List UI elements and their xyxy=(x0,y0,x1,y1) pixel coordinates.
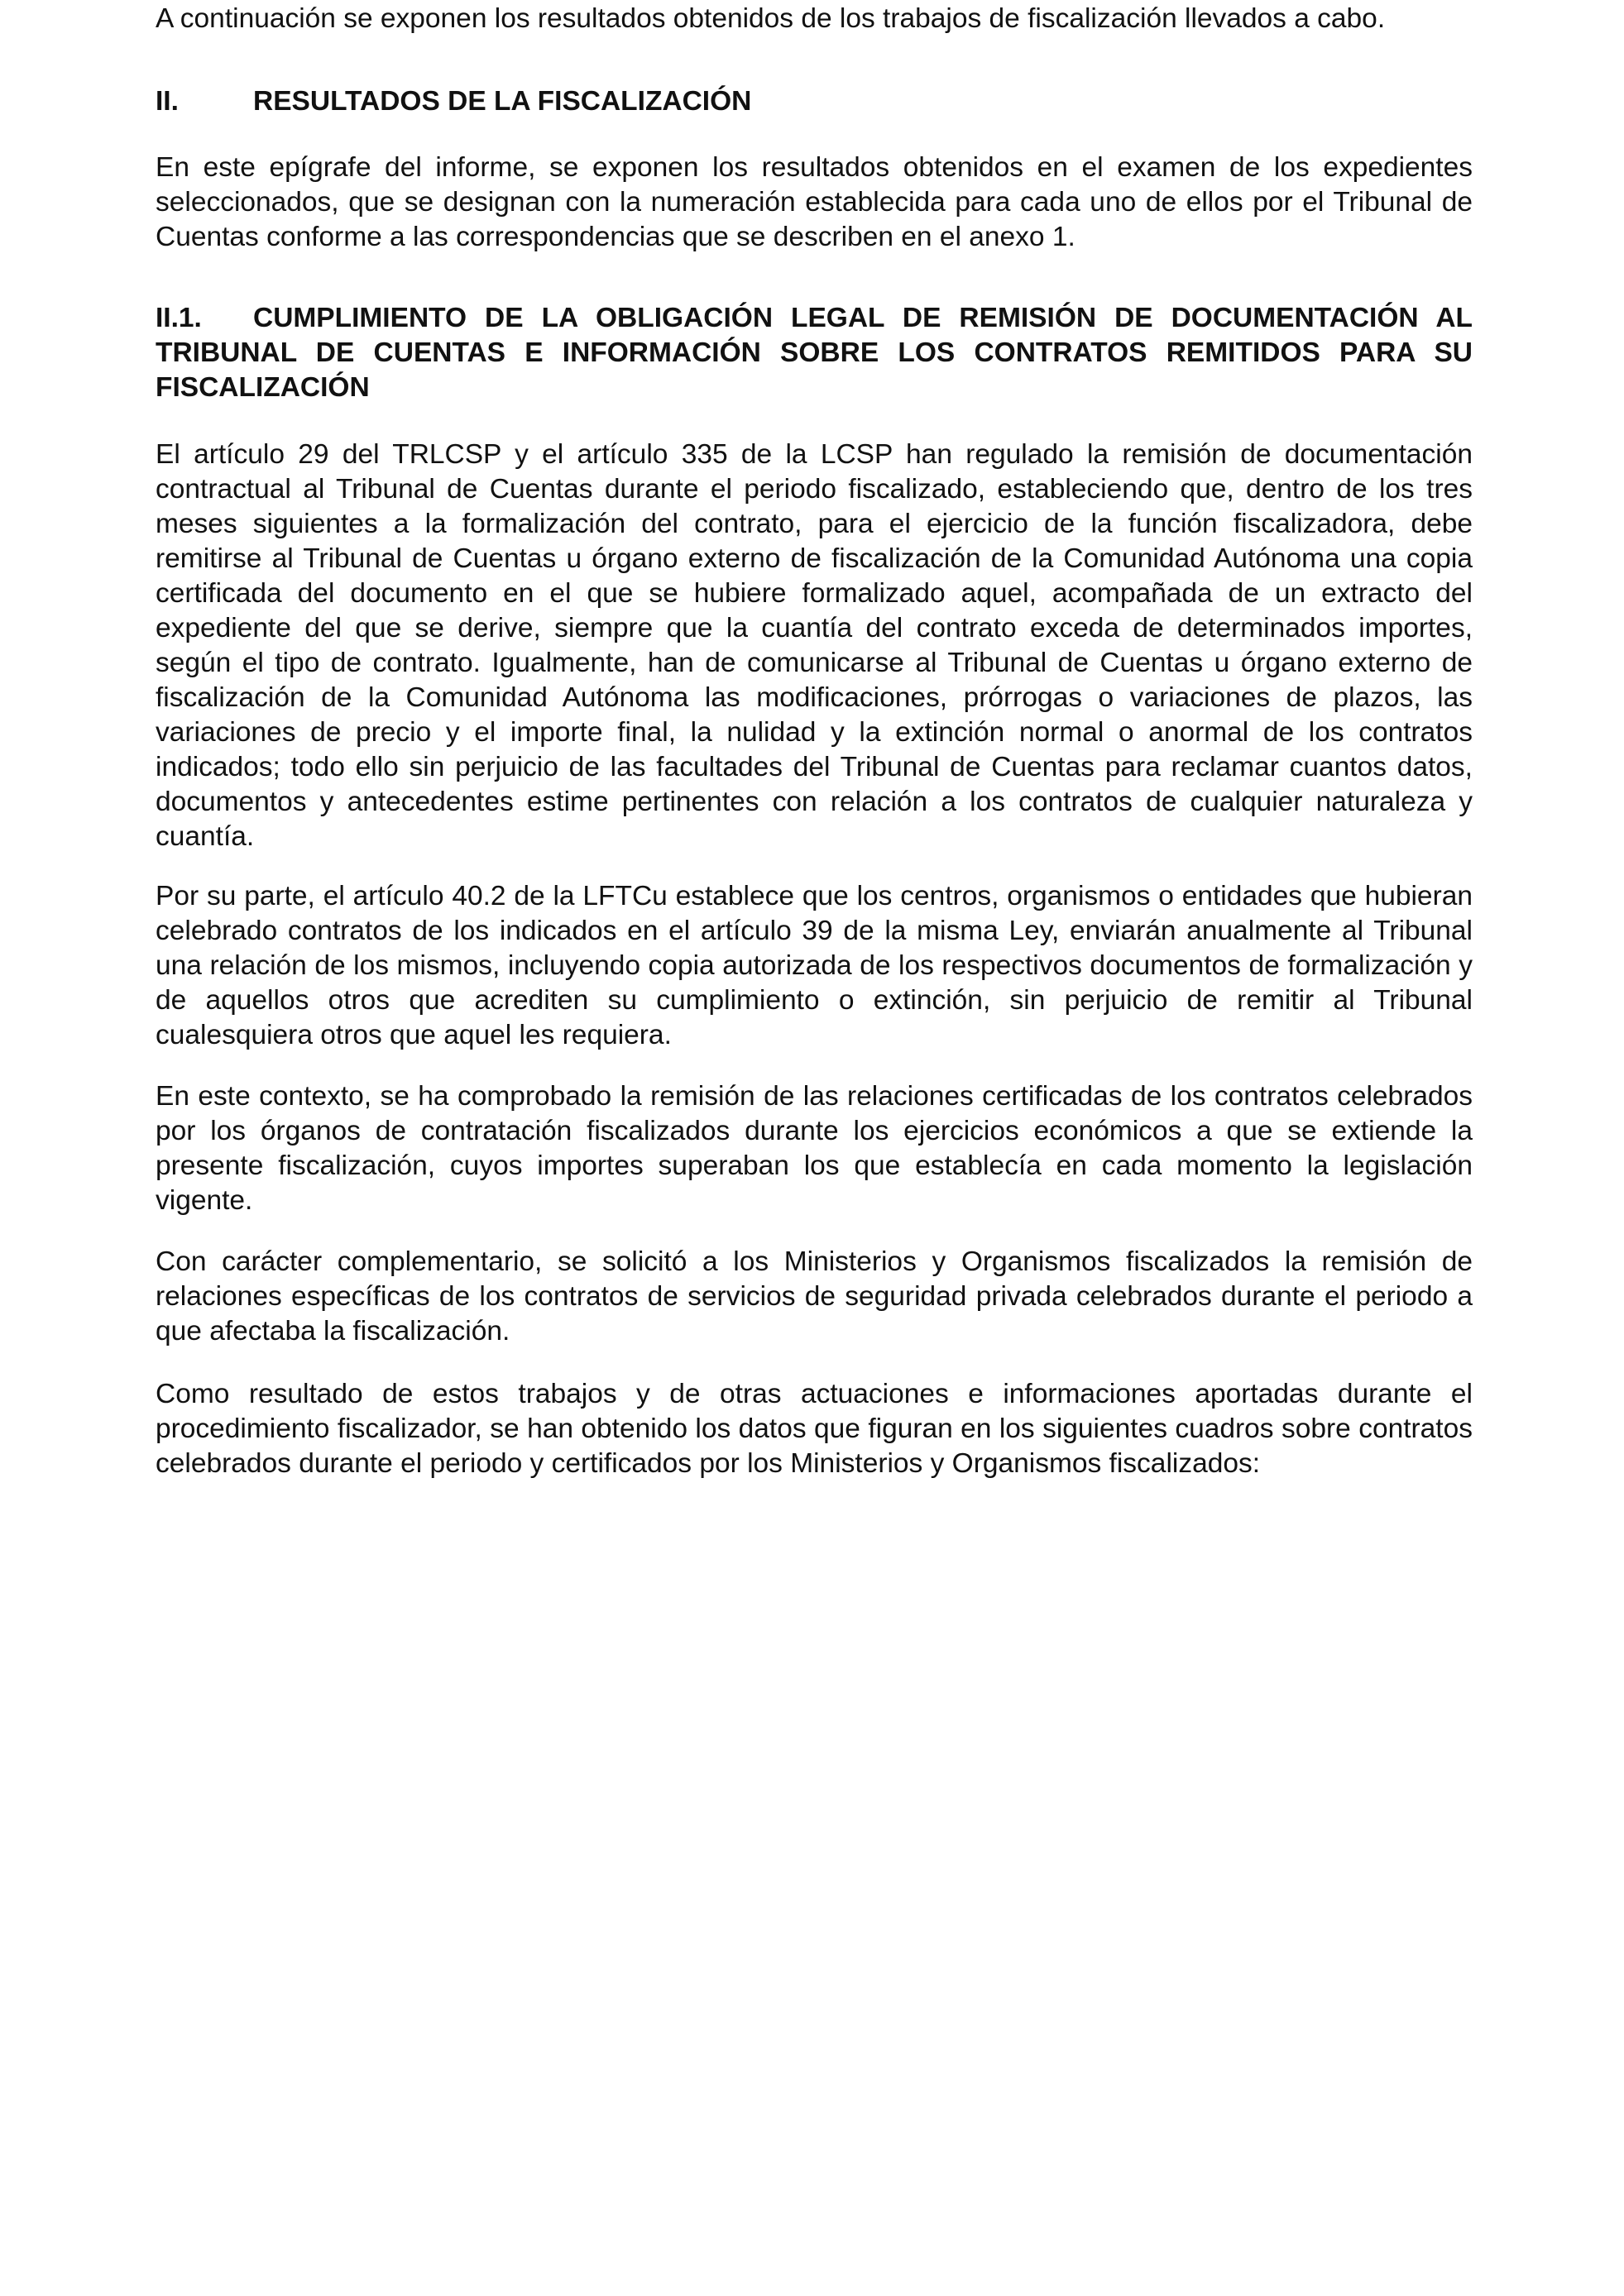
paragraph-epigrafe: En este epígrafe del informe, se exponen los resultados obtenidos en el examen de los expedientes seleccionados, que se designan con la numeración establecida para cada uno de ellos por el Tribunal de Cuentas conforme a las correspondencias que se describen en el anexo 1. xyxy=(156,152,1473,252)
paragraph-articulo-29: El artículo 29 del TRLCSP y el artículo 335 de la LCSP han regulado la remisión de documentación contractual al Tribunal de Cuentas durante el periodo fiscalizado, estableciendo que, dentro de los tres meses siguientes a la formalización del contrato, para el ejercicio de la función fiscalizadora, debe remitirse al Tribunal de Cuentas u órgano externo de fiscalización de la Comunidad Autónoma una copia certificada del documento en el que se hubiere formalizado aquel, acompañada de un extracto del expediente del que se derive, siempre que la cuantía del contrato exceda de determinados importes, según el tipo de contrato. Igualmente, han de comunicarse al Tribunal de Cuentas u órgano externo de fiscalización de la Comunidad Autónoma las modificaciones, prórrogas o variaciones de plazos, las variaciones de precio y el importe final, la nulidad y la extinción normal o anormal de los contratos indicados; todo ello sin perjuicio de las facultades del Tribunal de Cuentas para reclamar cuantos datos, documentos y antecedentes estime pertinentes con relación a los contratos de cualquier naturaleza y cuantía. xyxy=(156,439,1473,852)
section-title: RESULTADOS DE LA FISCALIZACIÓN xyxy=(253,86,752,117)
paragraph-contexto: En este contexto, se ha comprobado la remisión de las relaciones certificadas de los contratos celebrados por los órganos de contratación fiscalizados durante los ejercicios económicos a que se extiende la presente fiscalización, cuyos importes superaban los que establecía en cada momento la legislación vigente. xyxy=(156,1081,1473,1216)
intro-paragraph: A continuación se exponen los resultados obtenidos de los trabajos de fiscalización llevados a cabo. xyxy=(156,3,1386,34)
subsection-title: CUMPLIMIENTO DE LA OBLIGACIÓN LEGAL DE REMISIÓN DE DOCUMENTACIÓN AL TRIBUNAL DE CUENTAS E INFORMACIÓN SOBRE LOS CONTRATOS REMITIDOS PARA SU FISCALIZACIÓN xyxy=(156,303,1473,403)
subsection-number: II.1. xyxy=(156,303,202,333)
paragraph-resultado: Como resultado de estos trabajos y de otras actuaciones e informaciones aportadas durante el procedimiento fiscalizador, se han obtenido los datos que figuran en los siguientes cuadros sobre contratos celebrados durante el periodo y certificados por los Ministerios y Organismos fiscalizados: xyxy=(156,1379,1473,1479)
paragraph-articulo-40: Por su parte, el artículo 40.2 de la LFTCu establece que los centros, organismos o entidades que hubieran celebrado contratos de los indicados en el artículo 39 de la misma Ley, enviarán anualmente al Tribunal una relación de los mismos, incluyendo copia autorizada de los respectivos documentos de formalización y de aquellos otros que acrediten su cumplimiento o extinción, sin perjuicio de remitir al Tribunal cualesquiera otros que aquel les requiera. xyxy=(156,881,1473,1050)
section-heading-resultados xyxy=(156,84,1473,119)
section-number: II. xyxy=(156,86,179,117)
section-heading-cumplimiento xyxy=(156,301,1473,405)
paragraph-complementario: Con carácter complementario, se solicitó a los Ministerios y Organismos fiscalizados la remisión de relaciones específicas de los contratos de servicios de seguridad privada celebrados durante el periodo a que afectaba la fiscalización. xyxy=(156,1246,1473,1347)
